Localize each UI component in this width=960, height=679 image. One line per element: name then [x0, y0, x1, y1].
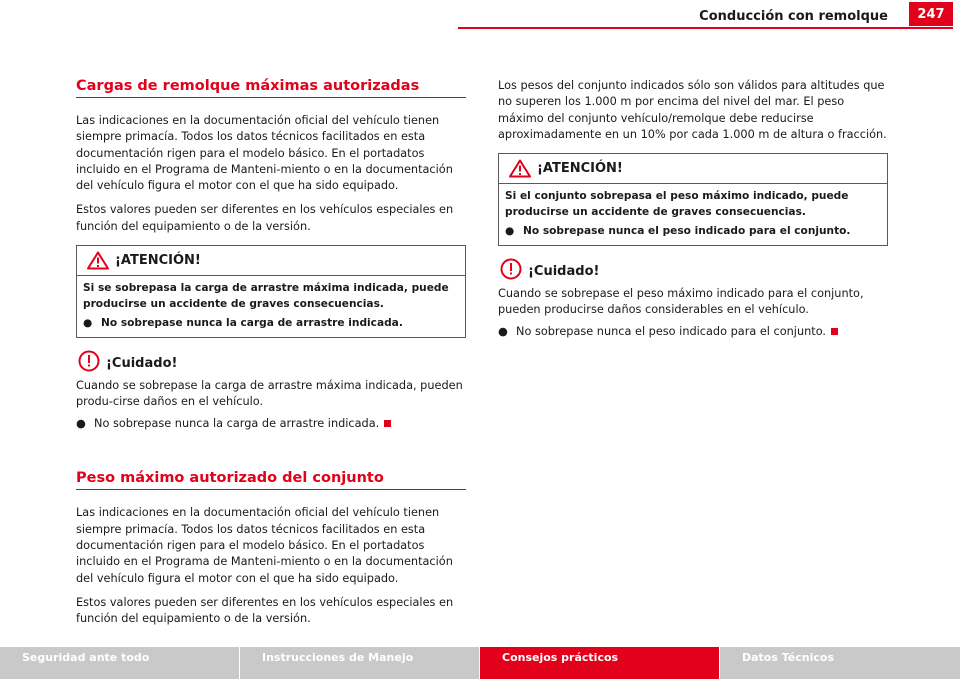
- warning-header: [77, 246, 465, 276]
- caution-bullet-item: [76, 416, 466, 432]
- caution-bullet-text: No sobrepase nunca el peso indicado para el conjunto.: [516, 325, 827, 339]
- caution-title: ¡Cuidado!: [106, 355, 178, 371]
- caution-bullet-text: No sobrepase nunca la carga de arrastre indicada.: [94, 417, 380, 431]
- caution-bullet-item: [498, 324, 888, 340]
- tab-instrucciones[interactable]: Instrucciones de Manejo: [240, 647, 480, 679]
- caution-header: [498, 258, 888, 282]
- paragraph: Las indicaciones en la documentación oficial del vehículo tienen siempre primacía. Todos los datos técnicos facilitados en esta documentación rigen para el modelo básico. En el portadatos incluido en el Programa de Manteni-miento o en la documentación del vehículo figura el motor con el que ha sido equipado.: [76, 506, 453, 585]
- paragraph: Estos valores pueden ser diferentes en los vehículos especiales en función del equipamiento o de la versión.: [76, 203, 454, 233]
- warning-bullet-text: No sobrepase nunca la carga de arrastre indicada.: [101, 317, 403, 330]
- caution-title: ¡Cuidado!: [528, 263, 600, 279]
- left-column: [76, 78, 466, 636]
- footer-nav: [0, 647, 960, 679]
- page-title: Conducción con remolque: [699, 9, 888, 24]
- end-mark-icon: [831, 328, 838, 335]
- tab-seguridad[interactable]: Seguridad ante todo: [0, 647, 240, 679]
- caution-block: [76, 350, 466, 433]
- warning-bullet-item: [505, 224, 881, 240]
- warning-box: [76, 245, 466, 338]
- paragraph: Estos valores pueden ser diferentes en los vehículos especiales en función del equipamiento o de la versión.: [76, 595, 454, 626]
- paragraph: Las indicaciones en la documentación oficial del vehículo tienen siempre primacía. Todos los datos técnicos facilitados en esta documentación rigen para el modelo básico. En el portadatos incluido en el Programa de Manteni-miento o en la documentación del vehículo figura el motor con el que ha sido equipado.: [76, 114, 453, 193]
- tab-consejos[interactable]: Consejos prácticos: [480, 647, 720, 679]
- caution-block: [498, 258, 888, 341]
- warning-bullet-text: No sobrepase nunca el peso indicado para el conjunto.: [523, 225, 851, 238]
- bullet-dot-icon: ●: [76, 417, 86, 431]
- warning-text: Si el conjunto sobrepasa el peso máximo indicado, puede producirse un accidente de graves consecuencias.: [505, 190, 849, 218]
- paragraph: Los pesos del conjunto indicados sólo son válidos para altitudes que no superen los 1.000 m por encima del nivel del mar. El peso máximo del conjunto vehículo/remolque debe reducirse aproximadamente en un 10% por cada 1.000 m de altura o fracción.: [498, 79, 887, 141]
- warning-bullet-item: [83, 316, 459, 332]
- warning-body: [499, 184, 887, 245]
- right-column: [498, 78, 888, 341]
- bullet-dot-icon: ●: [83, 317, 93, 330]
- warning-title: ¡ATENCIÓN!: [537, 161, 623, 177]
- bullet-dot-icon: ●: [505, 225, 515, 238]
- warning-box: [498, 153, 888, 246]
- page-number: 247: [909, 2, 953, 26]
- warning-triangle-icon: [509, 159, 531, 178]
- caution-text: Cuando se sobrepase la carga de arrastre máxima indicada, pueden produ-cirse daños en el vehículo.: [76, 378, 463, 408]
- caution-header: [76, 350, 466, 374]
- tab-datos-tecnicos[interactable]: Datos Técnicos: [720, 647, 960, 679]
- caution-exclamation-icon: [78, 350, 100, 372]
- caution-exclamation-icon: [500, 258, 522, 280]
- warning-text: Si se sobrepasa la carga de arrastre máxima indicada, puede producirse un accidente de graves consecuencias.: [83, 282, 449, 310]
- bullet-dot-icon: ●: [498, 325, 508, 339]
- warning-body: [77, 276, 465, 337]
- warning-header: [499, 154, 887, 184]
- end-mark-icon: [384, 420, 391, 427]
- warning-triangle-icon: [87, 251, 109, 270]
- section-title-peso: Peso máximo autorizado del conjunto: [76, 470, 466, 490]
- section-title-cargas: Cargas de remolque máximas autorizadas: [76, 78, 466, 98]
- caution-text: Cuando se sobrepase el peso máximo indicado para el conjunto, pueden producirse daños considerables en el vehículo.: [498, 286, 864, 316]
- warning-title: ¡ATENCIÓN!: [115, 253, 201, 269]
- header-rule: [458, 27, 953, 29]
